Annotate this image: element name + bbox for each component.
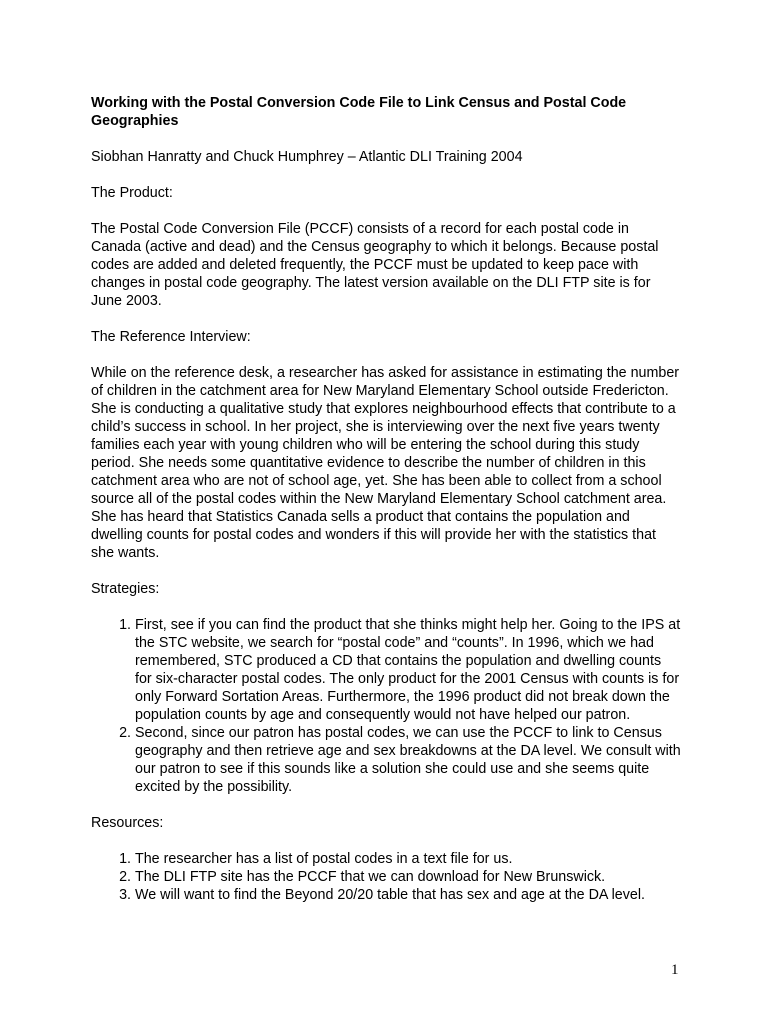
- product-heading: The Product:: [91, 185, 173, 201]
- resources-heading: Resources:: [91, 815, 164, 831]
- resource-item: 2. The DLI FTP site has the PCCF that we can download for New Brunswick.: [135, 868, 681, 886]
- resource-item: 3. We will want to find the Beyond 20/20 table that has sex and age at the DA level.: [135, 886, 681, 904]
- strategies-heading: Strategies:: [91, 581, 160, 597]
- strategies-list: [91, 616, 681, 796]
- resource-item: 1. The researcher has a list of postal codes in a text file for us.: [135, 850, 681, 868]
- document-page: [91, 94, 681, 922]
- document-title: Working with the Postal Conversion Code File to Link Census and Postal Code Geographies: [91, 95, 627, 129]
- strategy-item: 1. First, see if you can find the product that she thinks might help her. Going to the IPS at the STC website, we search for “postal code” and “counts”. In 1996, which we had remembered, STC produced a CD that contains the population and dwelling counts for six-character postal codes. The only product for the 2001 Census with counts is for only Forward Sortation Areas. Furthermore, the 1996 product did not break down the population counts by age and consequently would not have helped our patron.: [135, 616, 681, 724]
- authors-line: Siobhan Hanratty and Chuck Humphrey – Atlantic DLI Training 2004: [91, 149, 523, 165]
- interview-heading: The Reference Interview:: [91, 329, 251, 345]
- interview-paragraph: While on the reference desk, a researcher has asked for assistance in estimating the number of children in the catchment area for New Maryland Elementary School outside Fredericton. She is conducting a qualitative study that explores neighbourhood effects that contribute to a child’s success in school. In her project, she is interviewing over the next five years twenty families each year with young children who will be entering the school during this study period. She needs some quantitative evidence to describe the number of children in this catchment area who are not of school age, yet. She has been able to collect from a school source all of the postal codes within the New Maryland Elementary School catchment area. She has heard that Statistics Canada sells a product that contains the population and dwelling counts for postal codes and wonders if this will provide her with the statistics that she wants.: [91, 365, 680, 561]
- strategy-item: 2. Second, since our patron has postal codes, we can use the PCCF to link to Census geography and then retrieve age and sex breakdowns at the DA level. We consult with our patron to see if this sounds like a solution she could use and she seems quite excited by the possibility.: [135, 724, 681, 796]
- resources-list: [91, 850, 681, 904]
- product-paragraph: The Postal Code Conversion File (PCCF) consists of a record for each postal code in Canada (active and dead) and the Census geography to which it belongs. Because postal codes are added and deleted frequently, the PCCF must be updated to keep pace with changes in postal code geography. The latest version available on the DLI FTP site is for June 2003.: [91, 221, 659, 309]
- page-number: 1: [671, 962, 679, 978]
